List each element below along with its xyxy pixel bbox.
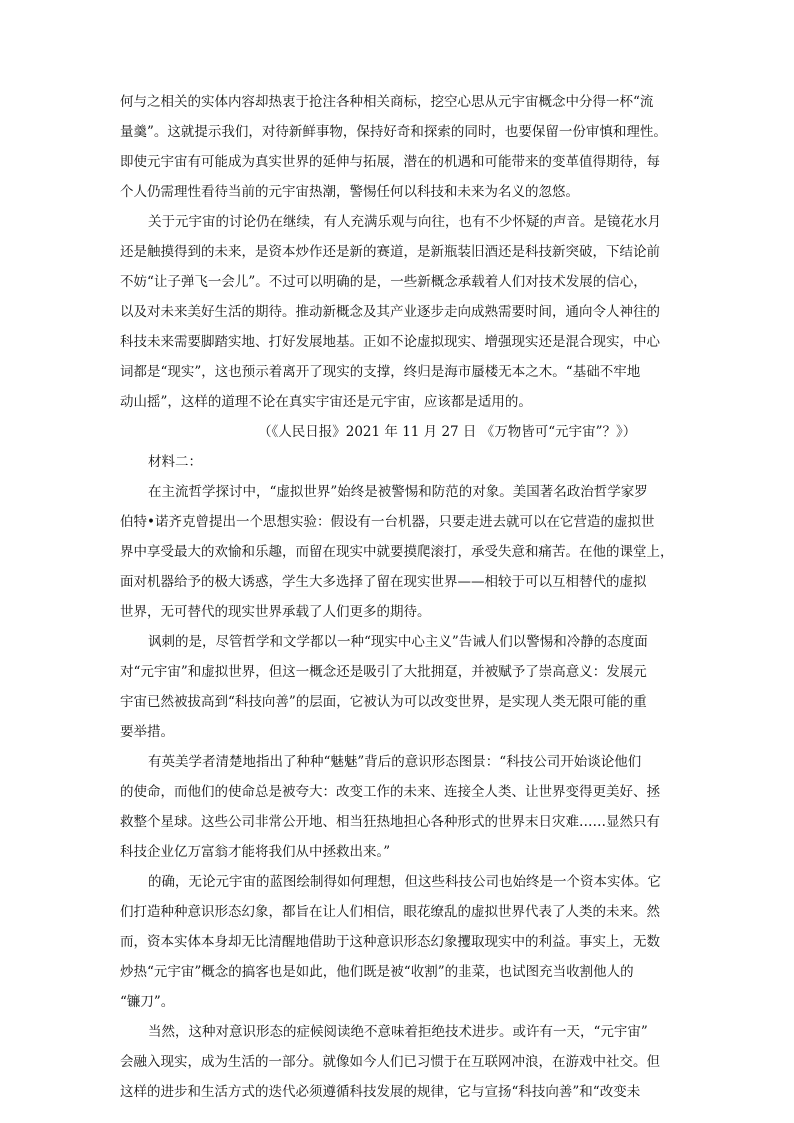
text-line: 何与之相关的实体内容却热衷于抢注各种相关商标，挖空心思从元宇宙概念中分得一杯“流 bbox=[120, 94, 654, 110]
text-line: 词都是“现实”，这也预示着离开了现实的支撑，终归是海市蜃楼无本之木。“基础不牢地 bbox=[120, 364, 641, 380]
text-line: 讽刺的是，尽管哲学和文学都以一种“现实中心主义”告诫人们以警惕和冷静的态度面 bbox=[148, 634, 648, 650]
text-line: 世界，无可替代的现实世界承载了人们更多的期待。 bbox=[120, 604, 431, 620]
text-line: 界中享受最大的欢愉和乐趣，而留在现实中就要摸爬滚打，承受失意和痛苦。在他的课堂上， bbox=[120, 544, 674, 560]
text-line: 的确，无论元宇宙的蓝图绘制得如何理想，但这些科技公司也始终是一个资本实体。它 bbox=[148, 874, 661, 890]
text-line: 以及对未来美好生活的期待。推动新概念及其产业逐步走向成熟需要时间，通向令人神往的 bbox=[120, 304, 660, 320]
text-line: 这样的进步和生活方式的迭代必须遵循科技发展的规律，它与宣扬“科技向善”和“改变未 bbox=[120, 1084, 641, 1100]
text-line: 伯特•诺齐克曾提出一个思想实验：假设有一台机器，只要走进去就可以在它营造的虚拟世 bbox=[120, 514, 655, 530]
text-line: 科技未来需要脚踏实地、打好发展地基。正如不论虚拟现实、增强现实还是混合现实，中心 bbox=[120, 334, 660, 350]
text-line: 对“元宇宙”和虚拟世界，但这一概念还是吸引了大批拥趸，并被赋予了崇高意义：发展元 bbox=[120, 664, 647, 680]
section-label: 材料二： bbox=[148, 454, 202, 470]
text-line: 救整个星球。这些公司非常公开地、相当狂热地担心各种形式的世界末日灾难……显然只有 bbox=[120, 814, 660, 830]
text-line: 个人仍需理性看待当前的元宇宙热潮，警惕任何以科技和未来为名义的忽悠。 bbox=[120, 184, 579, 200]
text-line: 的使命，而他们的使命总是被夸大：改变工作的未来、连接全人类、让世界变得更美好、拯 bbox=[120, 784, 660, 800]
text-line: 科技企业亿万富翁才能将我们从中拯救出来。” bbox=[120, 844, 391, 860]
text-line: 们打造种种意识形态幻象，都旨在让人们相信，眼花缭乱的虚拟世界代表了人类的未来。然 bbox=[120, 904, 660, 920]
citation: （《人民日报》2021 年 11 月 27 日 《万物皆可“元宇宙”？》） bbox=[258, 424, 637, 440]
text-line: 宇宙已然被拔高到“科技向善”的层面，它被认为可以改变世界，是实现人类无限可能的重 bbox=[120, 694, 647, 710]
text-line: 有英美学者清楚地指出了种种“魅魅”背后的意识形态图景：“科技公司开始谈论他们 bbox=[148, 754, 642, 770]
text-line: 要举措。 bbox=[120, 724, 174, 740]
text-line: 炒热“元宇宙”概念的搞客也是如此，他们既是被“收割”的韭菜，也试图充当收割他人的 bbox=[120, 964, 634, 980]
text-line: 动山摇”，这样的道理不论在真实宇宙还是元宇宙，应该都是适用的。 bbox=[120, 394, 532, 410]
text-line: 在主流哲学探讨中，“虚拟世界”始终是被警惕和防范的对象。美国著名政治哲学家罗 bbox=[148, 484, 648, 500]
text-line: “镰刀”。 bbox=[120, 994, 175, 1010]
text-line: 面对机器给予的极大诱惑，学生大多选择了留在现实世界——相较于可以互相替代的虚拟 bbox=[120, 574, 647, 590]
text-line: 还是触摸得到的未来，是资本炒作还是新的赛道，是新瓶装旧酒还是科技新突破，下结论前 bbox=[120, 244, 660, 260]
text-line: 不妨“让子弹飞一会儿”。不过可以明确的是，一些新概念承载着人们对技术发展的信心， bbox=[120, 274, 647, 290]
text-line: 当然，这种对意识形态的症候阅读绝不意味着拒绝技术进步。或许有一天，“元宇宙” bbox=[148, 1024, 648, 1040]
text-line: 关于元宇宙的讨论仍在继续，有人充满乐观与向往，也有不少怀疑的声音。是镜花水月 bbox=[148, 214, 661, 230]
text-line: 而，资本实体本身却无比清醒地借助于这种意识形态幻象攫取现实中的利益。事实上，无数 bbox=[120, 934, 660, 950]
text-line: 量羹”。这就提示我们，对待新鲜事物，保持好奇和探索的同时，也要保留一份审慎和理性。 bbox=[120, 124, 667, 140]
text-line: 会融入现实，成为生活的一部分。就像如今人们已习惯于在互联网冲浪，在游戏中社交。但 bbox=[120, 1054, 660, 1070]
text-line: 即使元宇宙有可能成为真实世界的延伸与拓展，潜在的机遇和可能带来的变革值得期待，每 bbox=[120, 154, 660, 170]
